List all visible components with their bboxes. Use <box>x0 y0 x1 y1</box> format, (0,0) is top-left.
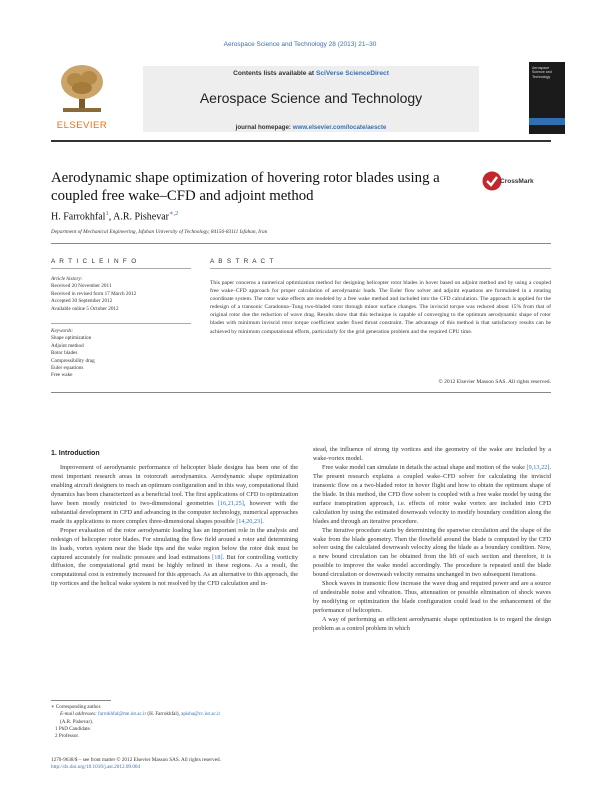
doi-link[interactable]: http://dx.doi.org/10.1016/j.ast.2012.09.004 <box>51 764 141 771</box>
author-list <box>51 209 178 222</box>
section-heading: 1. Introduction <box>51 450 100 457</box>
contents-line <box>143 70 479 77</box>
affiliation: Department of Mechanical Engineering, Isfahan University of Technology, 84156-83111 Isfahan, Iran <box>51 229 268 235</box>
contents-prefix: Contents lists available at <box>233 70 315 77</box>
author-separator: , <box>108 211 114 223</box>
keyword: Compressibility drag <box>51 357 95 364</box>
citation-link[interactable]: [18] <box>212 553 223 561</box>
keyword: Rotor blades <box>51 350 78 357</box>
body-column-right <box>313 446 551 634</box>
journal-homepage <box>143 124 479 131</box>
paragraph: stead, the influence of strong tip vortices and the geometry of the wake are included by a wake-vortex model. <box>313 446 551 462</box>
footnotes <box>51 704 298 740</box>
copyright-notice: © 2012 Elsevier Masson SAS. All rights reserved. <box>438 379 551 385</box>
footnote: 2 Professor. <box>55 733 80 740</box>
keyword: Euler equations <box>51 365 84 372</box>
journal-reference[interactable]: Aerospace Science and Technology 28 (2013) 21–30 <box>223 41 377 48</box>
sciencedirect-link[interactable]: SciVerse ScienceDirect <box>315 70 389 77</box>
paragraph-text: Proper evaluation of the rotor aerodynamic loading has an important role in the analysis and redesign of helicopter rotor blades. For simulating the flow field around a rotor and determining its loads, vortex system near the blade tips and the wake region below the rotor disk must be captured accurately for realistic pressure and load estimations <box>51 526 298 561</box>
body-column-left <box>51 464 298 589</box>
article-identifiers <box>51 757 311 772</box>
keywords-heading: Keywords: <box>51 328 74 334</box>
history-item: Received 20 November 2011 <box>51 283 112 290</box>
issn-line: 1270-9638/$ – see front matter © 2012 Elsevier Masson SAS. All rights reserved. <box>51 757 221 763</box>
masthead <box>51 60 551 140</box>
crossmark-badge[interactable] <box>482 171 552 191</box>
history-item: Available online 5 October 2012 <box>51 305 119 312</box>
author-name: H. Farrokhfal <box>51 211 106 223</box>
paragraph-text: . <box>262 517 264 525</box>
footnote-rule <box>51 700 111 701</box>
history-item: Accepted 30 September 2012 <box>51 298 113 305</box>
journal-title: Aerospace Science and Technology <box>199 90 423 106</box>
homepage-prefix: journal homepage: <box>235 124 291 131</box>
paragraph <box>313 464 551 527</box>
citation-link[interactable]: [9,13,22] <box>526 463 550 471</box>
paragraph: Shock waves in transonic flow increase the wave drag and required power and are a source of undesirable noise and vibration. Thus, attenuation or possible elimination of shock waves by modifying or optimization the blade configuration could lead to the enhancement of the performance of helicopters. <box>313 580 551 615</box>
email-link[interactable]: apisha@cc.iut.ac.ir <box>181 711 221 718</box>
keywords <box>51 328 201 380</box>
divider <box>51 243 551 244</box>
keyword: Free wake <box>51 372 73 379</box>
paragraph-text: . The present research explains a coupled wake–CFD solver for calculating the inviscid transonic flow on a two-bladed rotor in hover flight and how to obtain the optimum shape of the blade. In this method, the CFD flow solver is coupled with a free wake model by using the surface transpiration approach, i.e. effects of rotor wake vortex are included into CFD calculation by using the estimated downwash velocity to modify boundary condition along the blades and through an iterative procedure. <box>313 463 551 525</box>
email-link[interactable]: farrokhfal@me.iut.ac.ir <box>98 711 147 718</box>
paragraph: A way of performing an efficient aerodynamic shape optimization is to regard the design problem as a control problem in which <box>313 616 551 633</box>
elsevier-tree-icon <box>59 64 105 114</box>
citation-link[interactable]: [14,20,23] <box>236 517 263 525</box>
paragraph-text: Improvement of aerodynamic performance of helicopter blade designs has been one of the most important research areas in rotorcraft aerodynamics. Aerodynamic shape optimization enabling aircraft designers to reach an optimum configuration and in this way, computational fluid dynamics has been characterized as a beneficial tool. The first applications of CFD to optimization have been mostly restricted to two-dimensional geometries <box>51 464 298 507</box>
divider <box>51 392 551 393</box>
paragraph-text: . But for controlling vorticity diffusion, the computational grid must be highly refined in these regions. As a result, the computational cost is extremely increased for this approach. As an alternative to this approach, the tip vortices and the helical wake system is not resolved by the CFD calculation and in- <box>51 553 298 588</box>
author-name: A.R. Pishevar <box>113 211 169 223</box>
crossmark-icon <box>482 171 502 191</box>
history-item: Received in revised form 17 March 2012 <box>51 290 137 297</box>
cover-stripe <box>529 118 565 125</box>
citation-link[interactable]: [16,21,25] <box>217 499 244 507</box>
article-history <box>51 276 201 313</box>
email-owner: (H. Farrokhfal), <box>146 711 182 718</box>
email-owner: (A.R. Pishevar). <box>60 718 94 725</box>
publisher-logo-text: ELSEVIER <box>56 120 108 131</box>
author-footnote-marker[interactable]: ∗,2 <box>168 210 179 217</box>
article-info-heading: A R T I C L E I N F O <box>51 258 138 265</box>
journal-cover-thumbnail[interactable] <box>529 62 565 134</box>
homepage-link[interactable]: www.elsevier.com/locate/aescte <box>292 124 387 131</box>
email-label: E-mail addresses: <box>60 711 97 718</box>
paragraph-text: , however with the substantial development in CFD and advancing in the computer technology, numerical approaches made its applications to more complex three-dimensional shapes possible <box>51 499 299 525</box>
history-heading: Article history: <box>51 276 83 282</box>
paragraph-text: Free wake model can simulate in details the actual shape and motion of the wake <box>322 463 527 471</box>
abstract-heading: A B S T R A C T <box>210 258 275 265</box>
paragraph <box>51 527 298 590</box>
abstract-text: This paper concerns a numerical optimization method for designing helicopter rotor blades in hover based on adjoint method and by using a coupled free wake–CFD approach for proper calculation of aerodynamic loads. The Euler flow solver and adjoint equations are formulated in a rotating coordinate system. The rotor wake effects are modeled by a free wake method and included into the CFD calculation. The approach is applied for the redesign of a transonic Caradonna–Tung two-bladed rotor through minor surface changes. The inviscid torque was reduced about 15% from that of original rotor due the reduction of wave drag. Results show that this technique is capable of converging to the optimum aerodynamic shape of rotor blades with minimum inviscid rotor torque coefficient under fixed thrust constraint. The advantage of this method is that satisfactory results can be achieved by minimum computational efforts, particularly for the grid generation problem and the required CPU time. <box>210 280 551 335</box>
divider <box>51 268 191 269</box>
article-title: Aerodynamic shape optimization of hovering rotor blades using a coupled free wake–CFD and adjoint method <box>51 170 440 204</box>
keyword: Adjoint method <box>51 342 84 349</box>
paragraph <box>51 464 298 527</box>
paragraph: The iterative procedure starts by determining the spanwise circulation and the shape of the wake from the blade geometry. Then the flowfield around the blade is computed by the CFD solver using the calculated downwash velocity along the blade as a boundary condition. Now, a new bound circulation can be obtained from the lift of each section and therefore, it is possible to improve the wake model accordingly. The procedure is repeated until the blade bound circulation or downwash velocity remains unchanged in two subsequent iterations. <box>313 526 551 579</box>
publisher-logo[interactable] <box>51 60 113 136</box>
author-footnote-marker[interactable]: 1 <box>105 210 109 217</box>
crossmark-label: CrossMark <box>500 178 534 185</box>
header-rule <box>51 140 551 142</box>
footnote: 1 PhD Candidate. <box>55 725 92 732</box>
keyword: Shape optimization <box>51 335 92 342</box>
divider <box>210 268 551 269</box>
footnote: ∗ Corresponding author. <box>51 704 102 710</box>
cover-title: Aerospace Science and Technology <box>532 66 552 79</box>
divider <box>51 323 191 324</box>
journal-header-box <box>143 66 479 132</box>
footnote-emails <box>51 711 298 726</box>
